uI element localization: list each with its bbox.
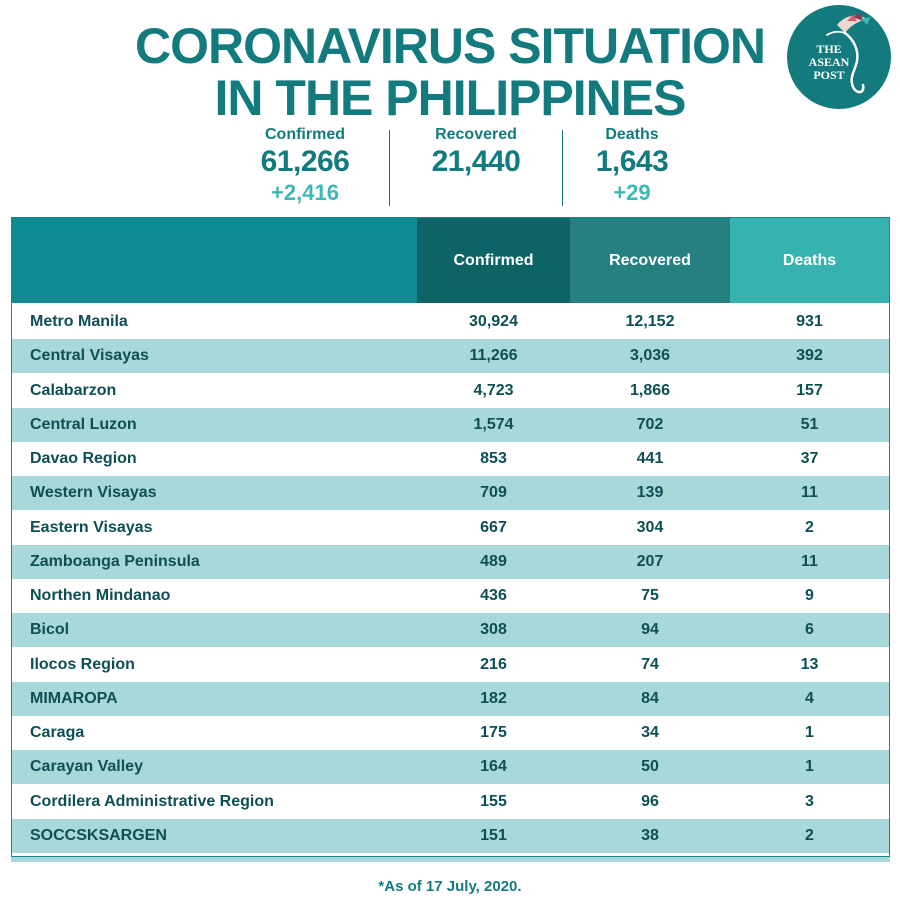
recovered-cell: 94 [641, 621, 659, 639]
region-cell: Cordilera Administrative Region [30, 792, 274, 810]
region-cell: MIMAROPA [30, 689, 118, 707]
deaths-cell: 1 [805, 758, 814, 776]
table-row [12, 408, 889, 442]
recovered-cell: 34 [641, 724, 659, 741]
recovered-cell: 84 [641, 689, 659, 707]
region-cell: Calabarzon [30, 381, 117, 399]
recovered-cell: 1,866 [629, 381, 671, 399]
header-recovered: Recovered [570, 218, 730, 303]
recovered-cell: 3,036 [629, 347, 671, 365]
recovered-cell: 139 [636, 484, 664, 502]
recovered-cell: 207 [636, 552, 664, 570]
confirmed-cell: 1,574 [473, 415, 514, 433]
region-cell: Caraga [30, 724, 85, 741]
table-row [12, 476, 889, 510]
summary-deaths-label: Deaths [605, 126, 659, 143]
recovered-cell: 702 [636, 415, 664, 433]
header-deaths: Deaths [730, 218, 889, 303]
region-cell: Bicol [30, 621, 70, 639]
confirmed-cell: 489 [480, 552, 507, 570]
confirmed-cell: 667 [480, 518, 507, 536]
table-row [12, 648, 889, 682]
table-row [12, 511, 889, 545]
deaths-cell: 3 [805, 792, 814, 810]
confirmed-cell: 175 [480, 724, 507, 741]
confirmed-cell: 30,924 [469, 313, 518, 330]
confirmed-cell: 11,266 [469, 347, 518, 365]
confirmed-cell: 4,723 [473, 381, 514, 399]
table-row [12, 339, 889, 373]
region-cell: Davao Region [30, 450, 137, 467]
title-line-2: IN THE PHILIPPINES [214, 70, 686, 126]
confirmed-cell: 308 [480, 621, 507, 639]
deaths-cell: 9 [805, 587, 814, 604]
table-row [12, 750, 889, 784]
confirmed-cell: 216 [480, 655, 507, 673]
logo-line-3: POST [813, 68, 845, 82]
deaths-cell: 4 [805, 689, 814, 707]
region-cell: Ilocos Region [30, 655, 135, 673]
recovered-cell: 50 [641, 758, 659, 776]
title-line-1: CORONAVIRUS SITUATION [135, 18, 765, 74]
table-row [12, 613, 889, 647]
asean-post-logo [787, 5, 891, 109]
table-row [12, 305, 889, 339]
region-cell: Carayan Valley [30, 758, 143, 776]
footnote: *As of 17 July, 2020. [378, 878, 522, 895]
recovered-cell: 304 [636, 518, 664, 536]
recovered-cell: 38 [641, 826, 659, 844]
deaths-cell: 11 [801, 484, 818, 502]
deaths-cell: 51 [800, 415, 819, 433]
deaths-cell: 37 [800, 450, 819, 467]
deaths-cell: 2 [805, 518, 814, 536]
deaths-cell: 6 [805, 621, 814, 639]
regional-cases-table [11, 217, 890, 857]
header-confirmed: Confirmed [417, 218, 570, 303]
region-cell: Central Visayas [30, 347, 149, 365]
summary-confirmed-value: 61,266 [260, 145, 350, 178]
table-row [12, 716, 889, 750]
summary-divider [389, 130, 390, 206]
region-cell: Northen Mindanao [30, 587, 171, 604]
summary-deaths-value: 1,643 [595, 145, 669, 178]
deaths-cell: 13 [800, 655, 819, 673]
logo-line-1: THE [816, 42, 842, 56]
table-row [12, 785, 889, 819]
table-row [12, 579, 889, 613]
summary-deaths [560, 125, 704, 210]
confirmed-cell: 436 [480, 587, 507, 604]
deaths-cell: 11 [801, 552, 818, 570]
table-row [12, 682, 889, 716]
recovered-cell: 441 [636, 450, 664, 467]
deaths-cell: 931 [796, 313, 823, 330]
recovered-cell: 75 [641, 587, 659, 604]
summary-recovered-value: 21,440 [431, 145, 521, 178]
table-bottom-bar [11, 857, 890, 862]
recovered-cell: 96 [641, 792, 659, 810]
deaths-cell: 157 [796, 381, 823, 399]
table-row [12, 442, 889, 476]
confirmed-cell: 164 [480, 758, 507, 776]
region-cell: Eastern Visayas [30, 518, 153, 536]
logo-line-2: ASEAN [808, 55, 850, 69]
table-row [12, 545, 889, 579]
table-row [12, 819, 889, 853]
summary-confirmed [230, 125, 380, 210]
deaths-cell: 2 [805, 826, 814, 844]
confirmed-cell: 853 [480, 450, 507, 467]
region-cell: SOCCSKSARGEN [30, 826, 167, 844]
deaths-cell: 392 [796, 347, 823, 365]
deaths-cell: 1 [805, 724, 814, 741]
region-cell: Western Visayas [30, 484, 157, 502]
recovered-cell: 12,152 [625, 313, 675, 330]
region-cell: Metro Manila [30, 313, 128, 330]
region-cell: Zamboanga Peninsula [30, 552, 200, 570]
summary-confirmed-delta: +2,416 [271, 180, 339, 205]
summary-deaths-delta: +29 [613, 180, 651, 205]
confirmed-cell: 155 [480, 792, 507, 810]
region-cell: Central Luzon [30, 415, 137, 433]
summary-recovered [400, 125, 552, 210]
confirmed-cell: 182 [480, 689, 507, 707]
recovered-cell: 74 [641, 655, 659, 673]
page-title [0, 20, 900, 124]
table-row [12, 374, 889, 408]
summary-confirmed-label: Confirmed [265, 126, 345, 143]
confirmed-cell: 709 [480, 484, 507, 502]
summary-recovered-label: Recovered [435, 126, 517, 143]
table-header [12, 218, 889, 303]
confirmed-cell: 151 [480, 826, 507, 844]
